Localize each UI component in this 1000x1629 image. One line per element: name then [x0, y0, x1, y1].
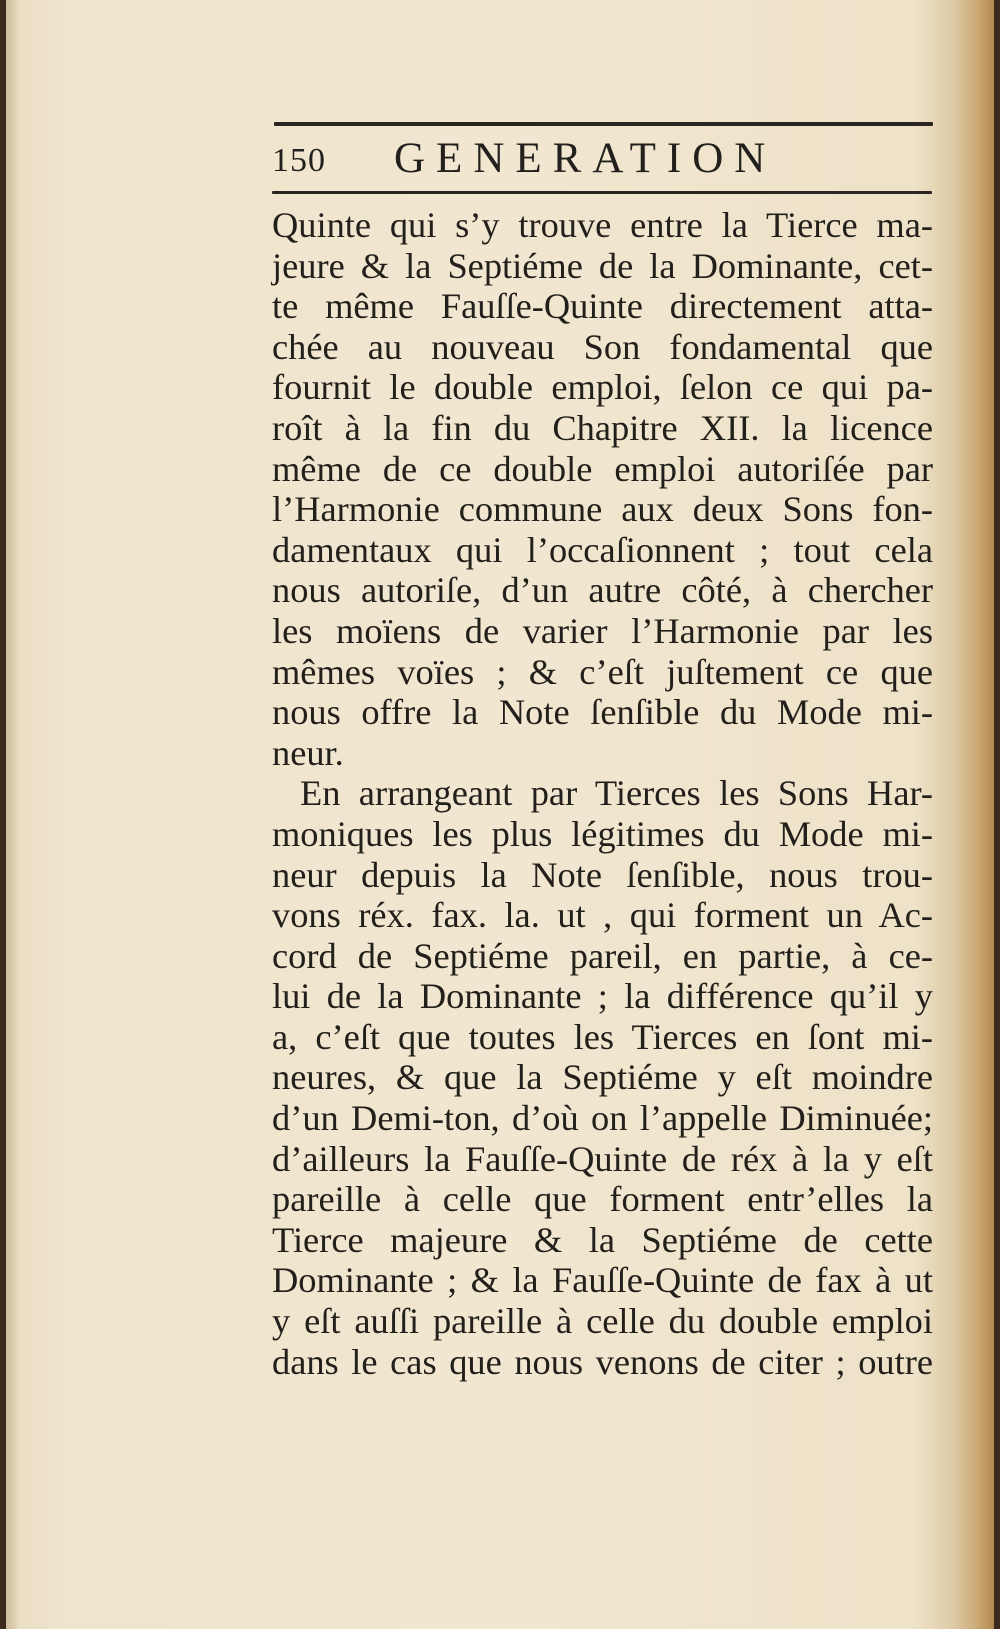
text-line: chée au nouveau Son fondamental que: [272, 326, 933, 367]
text-line: damentaux qui l’occaſionnent ; tout cela: [272, 529, 933, 570]
text-line: nous offre la Note ſenſible du Mode mi-: [272, 692, 933, 733]
page-number: 150: [272, 142, 326, 179]
text-line: moniques les plus légitimes du Mode mi-: [272, 813, 933, 854]
text-line: d’ailleurs la Fauſſe-Quinte de réx à la y eſt: [272, 1138, 933, 1179]
text-line: Tierce majeure & la Septiéme de cette: [272, 1219, 933, 1260]
header-rule-top: [274, 122, 933, 126]
text-line: l’Harmonie commune aux deux Sons fon-: [272, 489, 933, 530]
text-line: neur depuis la Note ſenſible, nous trou-: [272, 854, 933, 895]
text-line: mêmes voïes ; & c’eſt juſtement ce que: [272, 651, 933, 692]
text-line: pareille à celle que forment entr’elles la: [272, 1179, 933, 1220]
page-header: [272, 132, 932, 188]
text-line: a, c’eſt que toutes les Tierces en ſont mi-: [272, 1016, 933, 1057]
spine-shadow: [6, 0, 20, 1629]
text-line: Dominante ; & la Fauſſe-Quinte de fax à ut: [272, 1260, 933, 1301]
text-line: dans le cas que nous venons de citer ; outre: [272, 1341, 933, 1382]
text-line: roît à la fin du Chapitre XII. la licence: [272, 407, 933, 448]
text-line: neur.: [272, 732, 344, 773]
text-line: y eſt auſſi pareille à celle du double emploi: [272, 1301, 933, 1342]
text-line: vons réx. fax. la. ut , qui forment un Ac-: [272, 895, 933, 936]
body-text: [272, 205, 933, 1382]
book-page: [6, 0, 994, 1629]
text-line: Quinte qui s’y trouve entre la Tierce ma-: [272, 205, 933, 245]
text-line: nous autoriſe, d’un autre côté, à chercher: [272, 570, 933, 611]
text-line: même de ce double emploi autoriſée par: [272, 448, 933, 489]
text-line: te même Fauſſe-Quinte directement atta-: [272, 286, 933, 327]
text-line: fournit le double emploi, ſelon ce qui pa-: [272, 367, 933, 408]
text-line: lui de la Dominante ; la différence qu’il y: [272, 976, 933, 1017]
header-rule-bottom: [272, 191, 932, 194]
text-line: les moïens de varier l’Harmonie par les: [272, 610, 933, 651]
text-line: cord de Septiéme pareil, en partie, à ce-: [272, 935, 933, 976]
running-head: GENERATION: [394, 135, 777, 182]
text-line: jeure & la Septiéme de la Dominante, cet-: [272, 245, 933, 286]
text-line: neures, & que la Septiéme y eſt moindre: [272, 1057, 933, 1098]
text-line: d’un Demi-ton, d’où on l’appelle Diminuée;: [272, 1098, 933, 1139]
text-line: En arrangeant par Tierces les Sons Har-: [300, 773, 933, 814]
